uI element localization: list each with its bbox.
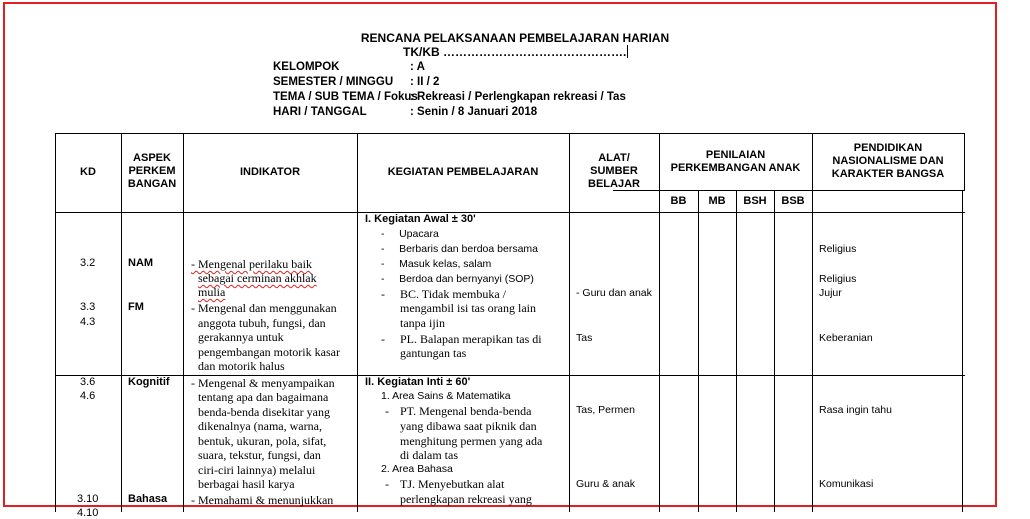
- indikator-line: ciri-ciri lainnya) melalui: [198, 463, 316, 477]
- kegiatan-line: di dalam tas: [400, 448, 458, 462]
- kegiatan-bullet: - Upacara: [381, 228, 439, 240]
- alat-cell: Tas: [576, 332, 593, 344]
- aspek-cell: NAM: [128, 257, 154, 269]
- kegiatan-line: tanpa ijin: [400, 316, 445, 330]
- indikator-line: anggota tubuh, fungsi, dan: [198, 316, 326, 330]
- kegiatan-awal-title: I. Kegiatan Awal ± 30': [365, 213, 476, 225]
- kegiatan-bullet: - Masuk kelas, salam: [381, 258, 492, 270]
- indikator-line: sebagai cerminan akhlak: [198, 271, 317, 285]
- header-aspek-1: ASPEK: [133, 152, 171, 164]
- indikator-line: gerakannya untuk: [198, 330, 284, 344]
- header-pendidikan-1: PENDIDIKAN: [853, 142, 923, 154]
- indikator-line: suara, tekstur, fungsi, dan: [198, 448, 321, 462]
- kegiatan-line: menghitung permen yang ada: [400, 434, 543, 448]
- indikator-line: pengembangan motorik kasar: [198, 345, 340, 359]
- kd-cell: 3.2: [80, 257, 96, 269]
- indikator-line: - Memahami & menunjukkan: [191, 493, 334, 507]
- kegiatan-bullet: - Berbaris dan berdoa bersama: [381, 243, 539, 255]
- karakter-cell: Religius: [819, 243, 857, 255]
- indikator-line: dikenalnya (nama, warna,: [198, 419, 322, 433]
- kegiatan-line: PL. Balapan merapikan tas di: [400, 332, 542, 346]
- alat-cell: - Guru dan anak: [576, 287, 652, 299]
- kegiatan-line: PT. Mengenal benda-benda: [400, 404, 532, 418]
- kegiatan-bullet: -: [381, 332, 385, 346]
- header-bsb: BSB: [781, 195, 805, 207]
- header-bsh: BSH: [743, 195, 767, 207]
- kegiatan-inti-title: II. Kegiatan Inti ± 60': [365, 376, 471, 388]
- indikator-line: berbagai hasil karya: [198, 477, 295, 491]
- meta-value-kelompok: : A: [410, 61, 425, 73]
- indikator-line: tentang apa dan bagaimana: [198, 390, 329, 404]
- header-indikator: INDIKATOR: [239, 166, 301, 178]
- indikator-line: mulia: [198, 285, 226, 299]
- meta-label-tema: TEMA / SUB TEMA / Fokus: [273, 91, 418, 103]
- meta-label-kelompok: KELOMPOK: [273, 61, 340, 73]
- meta-label-semester: SEMESTER / MINGGU: [273, 76, 394, 88]
- aspek-cell: Bahasa: [128, 493, 168, 505]
- indikator-line: - Mengenal perilaku baik: [191, 257, 312, 271]
- meta-label-hari: HARI / TANGGAL: [273, 106, 367, 118]
- kegiatan-area: 2. Area Bahasa: [381, 463, 453, 475]
- header-mb: MB: [708, 195, 726, 207]
- kegiatan-bullet: -: [385, 404, 389, 418]
- indikator-line: benda-benda disekitar yang: [198, 405, 330, 419]
- indikator-line: - Mengenal dan menggunakan: [191, 301, 337, 315]
- header-pendidikan-2: NASIONALISME DAN: [832, 155, 944, 167]
- aspek-cell: FM: [128, 301, 144, 313]
- rpph-table: [55, 133, 965, 519]
- karakter-cell: Keberanian: [819, 332, 873, 344]
- kegiatan-area: 1. Area Sains & Matematika: [381, 390, 511, 402]
- aspek-cell: Kognitif: [128, 376, 170, 388]
- meta-value-semester: : II / 2: [410, 76, 440, 88]
- karakter-cell: Jujur: [819, 287, 842, 299]
- text-cursor: [627, 45, 628, 58]
- document-title: RENCANA PELAKSANAAN PEMBELAJARAN HARIAN: [360, 31, 670, 45]
- header-aspek-3: BANGAN: [127, 178, 177, 190]
- kegiatan-bullet: - Berdoa dan bernyanyi (SOP): [381, 273, 534, 285]
- kd-cell: 3.6: [80, 376, 96, 388]
- header-alat-3: BELAJAR: [588, 178, 640, 190]
- header-kegiatan: KEGIATAN PEMBELAJARAN: [387, 166, 539, 178]
- header-alat-1: ALAT/: [598, 152, 630, 164]
- meta-value-hari: : Senin / 8 Januari 2018: [410, 106, 538, 118]
- kd-cell: 4.3: [80, 316, 96, 328]
- kd-cell: 4.6: [80, 390, 96, 402]
- kegiatan-line: TJ. Menyebutkan alat: [400, 477, 505, 491]
- karakter-cell: Religius: [819, 273, 857, 285]
- kegiatan-bullet: -: [385, 477, 389, 491]
- header-aspek-2: PERKEM: [128, 165, 176, 177]
- indikator-line: bentuk, ukuran, pola, sifat,: [198, 434, 327, 448]
- kegiatan-line: gantungan tas: [400, 346, 467, 360]
- header-pendidikan-3: KARAKTER BANGSA: [831, 168, 945, 180]
- header-kd: KD: [80, 166, 96, 178]
- kegiatan-bullet: -: [381, 287, 385, 301]
- alat-cell: Guru & anak: [576, 478, 635, 490]
- kd-cell: 4.10: [77, 507, 99, 519]
- kegiatan-line: mengambil isi tas orang lain: [400, 301, 536, 315]
- kd-cell: 3.3: [80, 301, 96, 313]
- meta-value-tema: : Rekreasi / Perlengkapan rekreasi / Tas: [410, 91, 626, 103]
- kegiatan-line: BC. Tidak membuka /: [400, 287, 507, 301]
- header-penilaian-1: PENILAIAN: [705, 149, 766, 161]
- karakter-cell: Komunikasi: [819, 478, 874, 490]
- header-alat-2: SUMBER: [590, 165, 638, 177]
- kegiatan-line: yang dibawa saat piknik dan: [400, 419, 537, 433]
- alat-cell: Tas, Permen: [576, 404, 635, 416]
- header-bb: BB: [670, 195, 687, 207]
- tk-kb-line: TK/KB ……………………………………….: [403, 45, 627, 59]
- kd-cell: 3.10: [77, 493, 99, 505]
- karakter-cell: Rasa ingin tahu: [819, 404, 892, 416]
- indikator-line: dan motorik halus: [198, 359, 285, 373]
- header-penilaian-2: PERKEMBANGAN ANAK: [670, 162, 801, 174]
- kegiatan-line: perlengkapan rekreasi yang: [400, 492, 532, 506]
- indikator-line: - Mengenal & menyampaikan: [191, 376, 335, 390]
